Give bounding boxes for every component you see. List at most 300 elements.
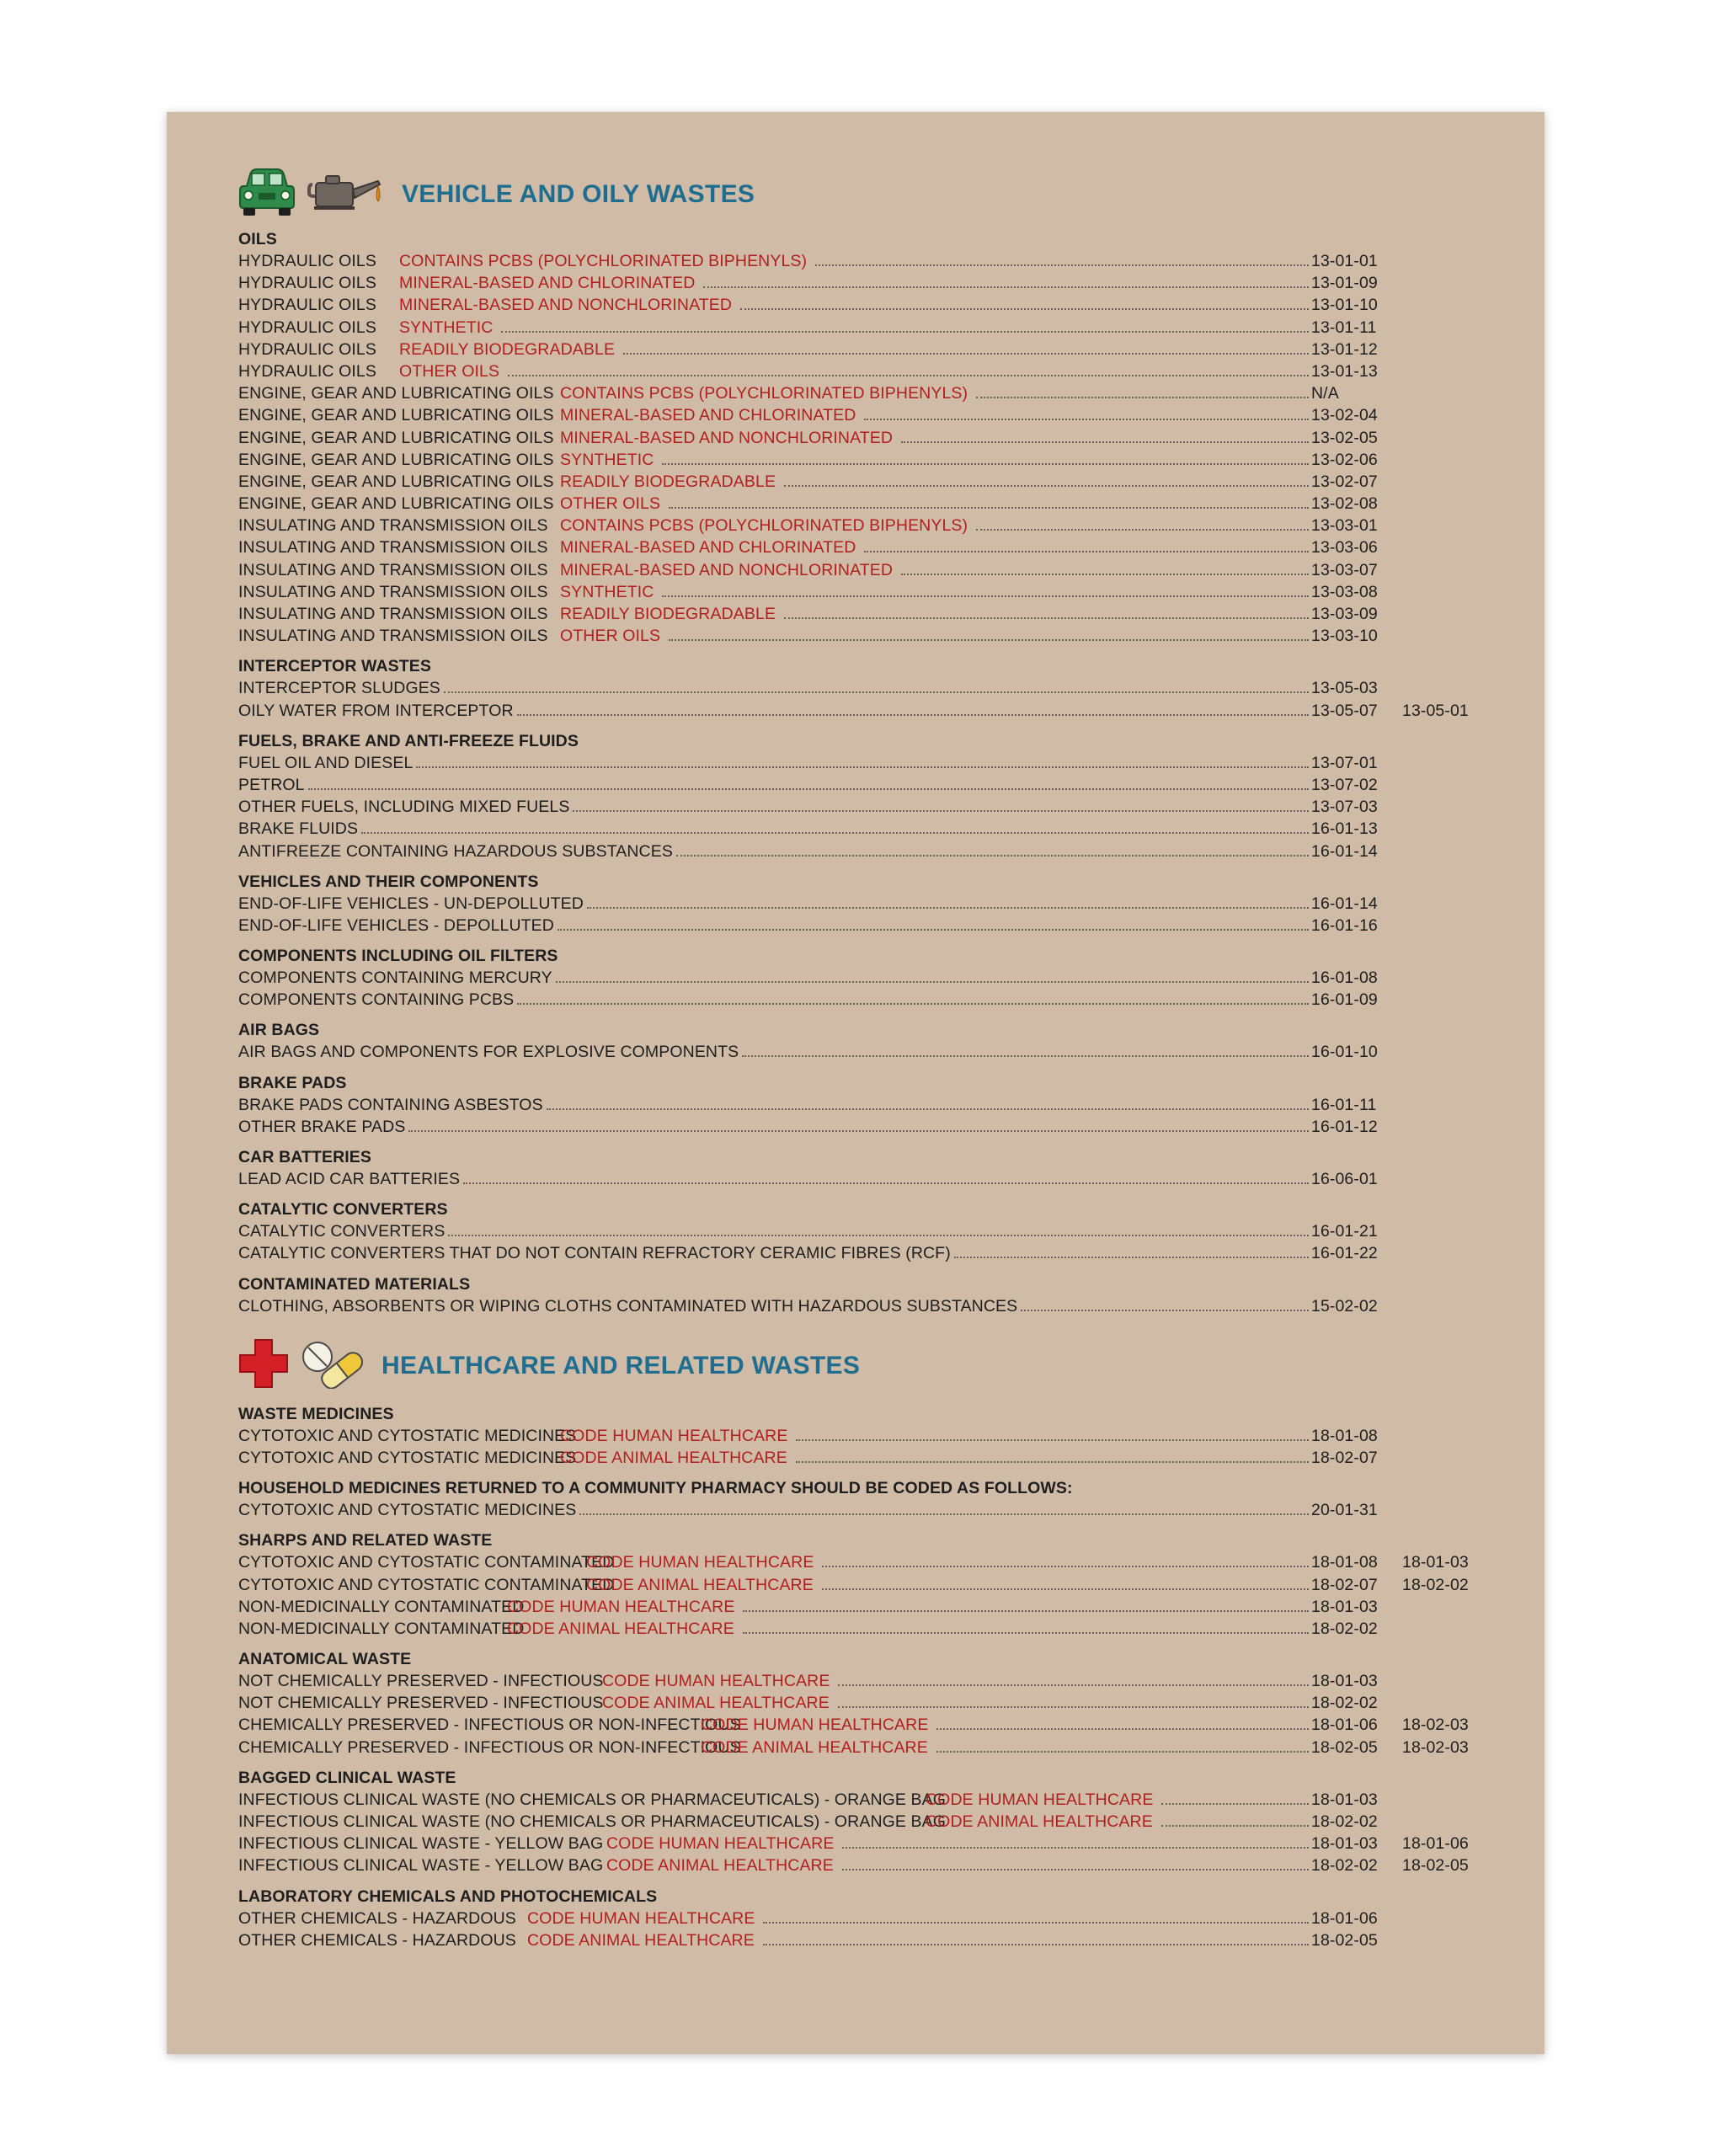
alternate-code: 18-02-03	[1402, 1737, 1469, 1757]
document-content	[238, 161, 1502, 1951]
waste-subtype: CODE ANIMAL HEALTHCARE	[701, 1737, 928, 1757]
table-row	[238, 515, 1502, 536]
ewc-code: 13-01-09	[1311, 274, 1378, 293]
group-oils	[238, 228, 1502, 647]
dot-leader	[463, 1182, 1309, 1184]
dot-leader	[703, 286, 1309, 288]
row-description-area	[238, 1116, 1311, 1138]
dot-leader	[784, 485, 1309, 487]
row-description-area	[238, 1574, 1311, 1596]
dot-leader	[676, 855, 1309, 857]
group-title: VEHICLES AND THEIR COMPONENTS	[238, 872, 539, 891]
dot-leader	[508, 375, 1309, 376]
table-row	[238, 581, 1502, 603]
row-description-area	[238, 339, 1311, 360]
ewc-code: 18-01-08	[1311, 1553, 1378, 1572]
waste-description: CYTOTOXIC AND CYTOSTATIC MEDICINES	[238, 1448, 577, 1467]
ewc-code: 18-01-03	[1311, 1790, 1378, 1809]
row-description-area	[238, 818, 1311, 840]
group-title: SHARPS AND RELATED WASTE	[238, 1531, 493, 1550]
dot-leader	[444, 691, 1309, 693]
ewc-code: 15-02-02	[1311, 1296, 1378, 1315]
waste-subtype: CODE ANIMAL HEALTHCARE	[606, 1856, 834, 1876]
waste-description: NON-MEDICINALLY CONTAMINATED	[238, 1619, 525, 1638]
table-row	[238, 1242, 1502, 1264]
row-description-area	[238, 1833, 1311, 1854]
row-description-area	[238, 1714, 1311, 1736]
ewc-code: 13-03-09	[1311, 605, 1378, 623]
group-components-including-oil-filters	[238, 945, 1502, 1011]
waste-description: CHEMICALLY PRESERVED - INFECTIOUS OR NON-INFECTIOUS	[238, 1716, 741, 1735]
row-description-area	[238, 515, 1311, 536]
table-row	[238, 1168, 1502, 1190]
row-description-area	[238, 1551, 1311, 1573]
dot-leader	[1161, 1825, 1309, 1827]
ewc-code: 13-05-07	[1311, 701, 1378, 720]
row-description-area	[238, 404, 1311, 426]
row-description-area	[238, 1447, 1311, 1469]
ewc-code: 16-01-14	[1311, 841, 1378, 861]
waste-subtype: CODE ANIMAL HEALTHCARE	[527, 1930, 755, 1950]
table-row	[238, 250, 1502, 272]
table-row	[238, 915, 1502, 937]
ewc-code: 13-03-06	[1311, 538, 1378, 558]
table-row	[238, 967, 1502, 989]
group-title: BAGGED CLINICAL WASTE	[238, 1768, 456, 1787]
table-row	[238, 360, 1502, 382]
section-title: VEHICLE AND OILY WASTES	[402, 180, 755, 208]
row-description-area	[238, 603, 1311, 625]
ewc-code: 18-02-02	[1311, 1812, 1378, 1831]
section-spacer	[238, 1317, 1502, 1332]
waste-description: NOT CHEMICALLY PRESERVED - INFECTIOUS	[238, 1672, 604, 1691]
row-description-area	[238, 1908, 1311, 1929]
row-description-area	[238, 1041, 1311, 1063]
waste-description: INSULATING AND TRANSMISSION OILS	[238, 516, 548, 536]
waste-subtype: OTHER OILS	[560, 494, 661, 514]
waste-description: CYTOTOXIC AND CYTOSTATIC MEDICINES	[238, 1501, 577, 1520]
dot-leader	[954, 1257, 1309, 1258]
row-description-area	[238, 677, 1311, 699]
table-row	[238, 1596, 1502, 1618]
group-title: HOUSEHOLD MEDICINES RETURNED TO A COMMUNITY PHARMACY SHOULD BE CODED AS FOLLOWS:	[238, 1479, 1073, 1498]
waste-description: CYTOTOXIC AND CYTOSTATIC CONTAMINATED	[238, 1575, 615, 1594]
waste-description: COMPONENTS CONTAINING PCBS	[238, 990, 515, 1010]
row-description-area	[238, 272, 1311, 294]
table-row	[238, 818, 1502, 840]
dot-leader	[517, 714, 1309, 716]
row-description-area	[238, 1618, 1311, 1640]
row-description-area	[238, 1596, 1311, 1618]
row-description-area	[238, 967, 1311, 989]
ewc-code: 18-01-08	[1311, 1426, 1378, 1445]
row-description-area	[238, 841, 1311, 862]
group-household-medicines-returned-to-a-community-pharmacy-should-be-coded-as-follows	[238, 1477, 1502, 1521]
waste-subtype: SYNTHETIC	[560, 582, 654, 601]
group-laboratory-chemicals-and-photochemicals	[238, 1886, 1502, 1951]
row-description-area	[238, 581, 1311, 603]
row-description-area	[238, 360, 1311, 382]
group-title: LABORATORY CHEMICALS AND PHOTOCHEMICALS	[238, 1886, 658, 1906]
table-row	[238, 893, 1502, 915]
group-title: FUELS, BRAKE AND ANTI-FREEZE FLUIDS	[238, 731, 579, 750]
row-description-area	[238, 317, 1311, 339]
dot-leader	[558, 929, 1309, 931]
dot-leader	[416, 766, 1309, 768]
red-cross-icon	[238, 1338, 289, 1394]
ewc-code: 13-02-05	[1311, 428, 1378, 447]
waste-description: OTHER CHEMICALS - HAZARDOUS	[238, 1908, 516, 1928]
ewc-code: 20-01-31	[1311, 1501, 1378, 1520]
waste-description: ENGINE, GEAR AND LUBRICATING OILS	[238, 384, 554, 403]
waste-description: CATALYTIC CONVERTERS THAT DO NOT CONTAIN REFRACTORY CERAMIC FIBRES (RCF)	[238, 1244, 951, 1263]
dot-leader	[361, 832, 1309, 834]
table-row	[238, 774, 1502, 796]
ewc-code: 16-01-08	[1311, 969, 1378, 988]
waste-subtype: CODE HUMAN HEALTHCARE	[602, 1672, 830, 1691]
row-description-area	[238, 1929, 1311, 1951]
dot-leader	[842, 1847, 1309, 1849]
waste-description: HYDRAULIC OILS	[238, 252, 376, 270]
waste-description: FUEL OIL AND DIESEL	[238, 753, 413, 772]
waste-description: NON-MEDICINALLY CONTAMINATED	[238, 1597, 525, 1616]
row-description-area	[238, 1220, 1311, 1242]
waste-description: PETROL	[238, 775, 305, 794]
waste-description: HYDRAULIC OILS	[238, 361, 376, 381]
car-icon	[238, 168, 296, 221]
dot-leader	[623, 353, 1309, 355]
alternate-code: 18-02-03	[1402, 1716, 1469, 1735]
group-title: INTERCEPTOR WASTES	[238, 657, 431, 676]
group-catalytic-converters	[238, 1198, 1502, 1264]
dot-leader	[822, 1566, 1309, 1567]
ewc-code: 13-02-07	[1311, 472, 1378, 491]
ewc-code: 16-01-11	[1311, 1095, 1377, 1114]
ewc-code: 13-07-03	[1311, 798, 1378, 817]
group-title: CAR BATTERIES	[238, 1148, 372, 1166]
row-description-area	[238, 471, 1311, 493]
row-description-area	[238, 1242, 1311, 1264]
dot-leader	[743, 1610, 1309, 1612]
waste-description: ENGINE, GEAR AND LUBRICATING OILS	[238, 450, 554, 469]
dot-leader	[743, 1632, 1309, 1634]
ewc-code: 13-01-10	[1311, 296, 1378, 315]
alternate-code: 18-01-06	[1402, 1834, 1469, 1854]
alternate-code: 18-02-02	[1402, 1575, 1469, 1594]
group-air-bags	[238, 1019, 1502, 1063]
waste-subtype: CODE ANIMAL HEALTHCARE	[602, 1694, 830, 1713]
dot-leader	[838, 1684, 1309, 1686]
table-row	[238, 989, 1502, 1011]
waste-description: LEAD ACID CAR BATTERIES	[238, 1170, 461, 1188]
waste-description: AIR BAGS AND COMPONENTS FOR EXPLOSIVE COMPONENTS	[238, 1043, 739, 1062]
waste-description: HYDRAULIC OILS	[238, 339, 376, 359]
waste-subtype: CODE ANIMAL HEALTHCARE	[507, 1619, 734, 1638]
waste-description: INFECTIOUS CLINICAL WASTE (NO CHEMICALS OR PHARMACEUTICALS) - ORANGE BAG	[238, 1790, 947, 1809]
table-row	[238, 493, 1502, 515]
dot-leader	[308, 788, 1309, 790]
row-description-area	[238, 915, 1311, 937]
waste-description: INSULATING AND TRANSMISSION OILS	[238, 560, 548, 579]
dot-leader	[763, 1922, 1309, 1924]
dot-leader	[976, 397, 1309, 398]
row-description-area	[238, 1168, 1311, 1190]
table-row	[238, 1094, 1502, 1116]
dot-leader	[1161, 1803, 1309, 1805]
alternate-code: 13-05-01	[1402, 701, 1469, 720]
dot-leader	[976, 529, 1309, 531]
group-anatomical-waste	[238, 1648, 1502, 1758]
row-description-area	[238, 625, 1311, 647]
waste-subtype: MINERAL-BASED AND CHLORINATED	[399, 274, 696, 293]
ewc-code: 13-02-04	[1311, 406, 1378, 425]
ewc-code: 16-06-01	[1311, 1170, 1378, 1188]
ewc-code: 13-03-10	[1311, 627, 1378, 646]
table-row	[238, 1714, 1502, 1736]
waste-subtype: MINERAL-BASED AND NONCHLORINATED	[399, 296, 733, 315]
ewc-code: 13-02-06	[1311, 450, 1378, 469]
ewc-code: N/A	[1311, 384, 1339, 403]
dot-leader	[662, 595, 1309, 597]
dot-leader	[573, 810, 1309, 812]
ewc-code: 18-02-02	[1311, 1856, 1378, 1876]
row-description-area	[238, 1670, 1311, 1692]
waste-subtype: OTHER OILS	[399, 361, 500, 381]
ewc-code: 13-03-01	[1311, 516, 1378, 536]
waste-description: END-OF-LIFE VEHICLES - UN-DEPOLLUTED	[238, 894, 584, 913]
group-title: WASTE MEDICINES	[238, 1404, 394, 1423]
waste-subtype: CODE ANIMAL HEALTHCARE	[560, 1448, 787, 1467]
waste-description: INTERCEPTOR SLUDGES	[238, 679, 440, 698]
waste-description: INSULATING AND TRANSMISSION OILS	[238, 538, 548, 558]
row-description-area	[238, 1692, 1311, 1714]
waste-subtype: READILY BIODEGRADABLE	[399, 339, 616, 359]
ewc-code: 18-02-02	[1311, 1694, 1378, 1713]
dot-leader	[864, 551, 1309, 552]
table-row	[238, 1908, 1502, 1929]
waste-description: ANTIFREEZE CONTAINING HAZARDOUS SUBSTANCES	[238, 841, 673, 861]
row-description-area	[238, 893, 1311, 915]
table-row	[238, 603, 1502, 625]
ewc-code: 13-02-08	[1311, 494, 1378, 514]
waste-subtype: OTHER OILS	[560, 627, 661, 646]
dot-leader	[936, 1751, 1309, 1753]
ewc-code: 16-01-21	[1311, 1222, 1378, 1241]
group-title: OILS	[238, 230, 277, 248]
dot-leader	[796, 1461, 1309, 1463]
table-row	[238, 294, 1502, 316]
table-row	[238, 382, 1502, 404]
ewc-code: 16-01-13	[1311, 819, 1378, 839]
ewc-code: 13-07-01	[1311, 753, 1378, 772]
dot-leader	[864, 419, 1309, 420]
section-icons	[238, 168, 385, 221]
dot-leader	[662, 463, 1309, 465]
section-title: HEALTHCARE AND RELATED WASTES	[381, 1351, 861, 1380]
ewc-code: 18-02-05	[1311, 1737, 1378, 1757]
table-row	[238, 536, 1502, 558]
waste-subtype: CONTAINS PCBS (POLYCHLORINATED BIPHENYLS)	[560, 516, 968, 536]
dot-leader	[547, 1108, 1309, 1110]
waste-subtype: CODE ANIMAL HEALTHCARE	[586, 1575, 814, 1594]
table-row	[238, 1551, 1502, 1573]
waste-subtype: CONTAINS PCBS (POLYCHLORINATED BIPHENYLS)	[399, 252, 808, 270]
table-row	[238, 1929, 1502, 1951]
waste-description: ENGINE, GEAR AND LUBRICATING OILS	[238, 494, 554, 514]
table-row	[238, 1499, 1502, 1521]
row-description-area	[238, 1789, 1311, 1811]
waste-subtype: SYNTHETIC	[560, 450, 654, 469]
group-waste-medicines	[238, 1403, 1502, 1469]
dot-leader	[936, 1728, 1309, 1730]
ewc-code: 16-01-22	[1311, 1244, 1378, 1263]
waste-subtype: SYNTHETIC	[399, 318, 494, 337]
dot-leader	[796, 1439, 1309, 1441]
dot-leader	[579, 1513, 1309, 1515]
dot-leader	[587, 907, 1309, 909]
waste-description: HYDRAULIC OILS	[238, 318, 376, 337]
row-description-area	[238, 796, 1311, 818]
row-description-area	[238, 1425, 1311, 1447]
waste-subtype: READILY BIODEGRADABLE	[560, 605, 776, 623]
ewc-code: 13-01-01	[1311, 252, 1378, 270]
waste-description: END-OF-LIFE VEHICLES - DEPOLLUTED	[238, 915, 554, 935]
group-title: CATALYTIC CONVERTERS	[238, 1200, 448, 1219]
group-car-batteries	[238, 1146, 1502, 1190]
waste-description: OTHER CHEMICALS - HAZARDOUS	[238, 1930, 516, 1950]
ewc-code: 18-01-06	[1311, 1908, 1378, 1928]
ewc-code: 18-02-07	[1311, 1448, 1378, 1467]
waste-subtype: CODE HUMAN HEALTHCARE	[926, 1790, 1154, 1809]
waste-subtype: CODE HUMAN HEALTHCARE	[507, 1597, 735, 1616]
row-description-area	[238, 1854, 1311, 1876]
table-row	[238, 700, 1502, 722]
waste-subtype: CODE HUMAN HEALTHCARE	[527, 1908, 755, 1928]
group-title: COMPONENTS INCLUDING OIL FILTERS	[238, 947, 558, 966]
dot-leader	[669, 639, 1309, 641]
table-row	[238, 1854, 1502, 1876]
document-page	[167, 112, 1545, 2054]
group-sharps-and-related-waste	[238, 1529, 1502, 1640]
dot-leader	[408, 1130, 1309, 1132]
row-description-area	[238, 559, 1311, 581]
waste-description: COMPONENTS CONTAINING MERCURY	[238, 969, 552, 988]
waste-description: NOT CHEMICALLY PRESERVED - INFECTIOUS	[238, 1694, 604, 1713]
table-row	[238, 677, 1502, 699]
ewc-code: 13-01-13	[1311, 361, 1378, 381]
dot-leader	[669, 507, 1309, 509]
dot-leader	[784, 617, 1309, 619]
section-icons	[238, 1338, 365, 1394]
dot-leader	[448, 1235, 1309, 1236]
ewc-code: 13-01-12	[1311, 339, 1378, 359]
row-description-area	[238, 752, 1311, 774]
waste-description: INFECTIOUS CLINICAL WASTE - YELLOW BAG	[238, 1834, 604, 1854]
waste-description: OTHER FUELS, INCLUDING MIXED FUELS	[238, 798, 570, 817]
dot-leader	[901, 574, 1309, 575]
waste-subtype: CODE ANIMAL HEALTHCARE	[926, 1812, 1153, 1831]
waste-description: BRAKE FLUIDS	[238, 819, 359, 839]
row-description-area	[238, 382, 1311, 404]
dot-leader	[763, 1944, 1309, 1945]
waste-description: ENGINE, GEAR AND LUBRICATING OILS	[238, 472, 554, 491]
row-description-area	[238, 493, 1311, 515]
section-header-vehicle-and-oily-wastes	[238, 161, 1502, 228]
row-description-area	[238, 774, 1311, 796]
table-row	[238, 1833, 1502, 1854]
group-title: AIR BAGS	[238, 1021, 320, 1040]
group-title: CONTAMINATED MATERIALS	[238, 1274, 471, 1294]
dot-leader	[517, 1003, 1309, 1005]
waste-description: BRAKE PADS CONTAINING ASBESTOS	[238, 1095, 543, 1114]
row-description-area	[238, 700, 1311, 722]
row-description-area	[238, 989, 1311, 1011]
group-vehicles-and-their-components	[238, 871, 1502, 937]
ewc-code: 16-01-14	[1311, 894, 1378, 913]
waste-description: CLOTHING, ABSORBENTS OR WIPING CLOTHS CONTAMINATED WITH HAZARDOUS SUBSTANCES	[238, 1296, 1018, 1315]
table-row	[238, 272, 1502, 294]
ewc-code: 18-01-03	[1311, 1597, 1378, 1616]
waste-subtype: CODE HUMAN HEALTHCARE	[560, 1426, 788, 1445]
table-row	[238, 1789, 1502, 1811]
row-description-area	[238, 449, 1311, 471]
table-row	[238, 427, 1502, 449]
table-row	[238, 1574, 1502, 1596]
waste-description: INFECTIOUS CLINICAL WASTE (NO CHEMICALS OR PHARMACEUTICALS) - ORANGE BAG	[238, 1812, 947, 1831]
table-row	[238, 1116, 1502, 1138]
waste-subtype: CODE HUMAN HEALTHCARE	[606, 1834, 835, 1854]
ewc-code: 18-01-03	[1311, 1834, 1378, 1854]
table-row	[238, 1811, 1502, 1833]
row-description-area	[238, 250, 1311, 272]
waste-description: OILY WATER FROM INTERCEPTOR	[238, 701, 514, 720]
waste-description: CYTOTOXIC AND CYTOSTATIC CONTAMINATED	[238, 1553, 615, 1572]
waste-subtype: CODE HUMAN HEALTHCARE	[586, 1553, 814, 1572]
ewc-code: 18-02-02	[1311, 1619, 1378, 1638]
pill-capsule-icon	[301, 1338, 365, 1394]
table-row	[238, 559, 1502, 581]
table-row	[238, 1447, 1502, 1469]
group-brake-pads	[238, 1072, 1502, 1138]
waste-description: OTHER BRAKE PADS	[238, 1117, 406, 1136]
group-contaminated-materials	[238, 1273, 1502, 1317]
waste-description: CYTOTOXIC AND CYTOSTATIC MEDICINES	[238, 1426, 577, 1445]
ewc-code: 16-01-16	[1311, 915, 1378, 935]
ewc-code: 13-07-02	[1311, 775, 1378, 794]
row-description-area	[238, 1737, 1311, 1758]
waste-description: CHEMICALLY PRESERVED - INFECTIOUS OR NON-INFECTIOUS	[238, 1737, 741, 1757]
dot-leader	[901, 441, 1309, 443]
dot-leader	[742, 1055, 1309, 1057]
row-description-area	[238, 1295, 1311, 1317]
ewc-code: 13-03-08	[1311, 582, 1378, 601]
ewc-code: 13-03-07	[1311, 560, 1378, 579]
dot-leader	[556, 981, 1309, 983]
table-row	[238, 1618, 1502, 1640]
table-row	[238, 796, 1502, 818]
waste-description: HYDRAULIC OILS	[238, 274, 376, 293]
ewc-code: 13-01-11	[1311, 318, 1377, 337]
dot-leader	[740, 308, 1309, 310]
table-row	[238, 449, 1502, 471]
table-row	[238, 404, 1502, 426]
row-description-area	[238, 536, 1311, 558]
row-description-area	[238, 294, 1311, 316]
ewc-code: 16-01-10	[1311, 1043, 1378, 1062]
ewc-code: 16-01-09	[1311, 990, 1378, 1010]
table-row	[238, 339, 1502, 360]
alternate-code: 18-01-03	[1402, 1553, 1469, 1572]
